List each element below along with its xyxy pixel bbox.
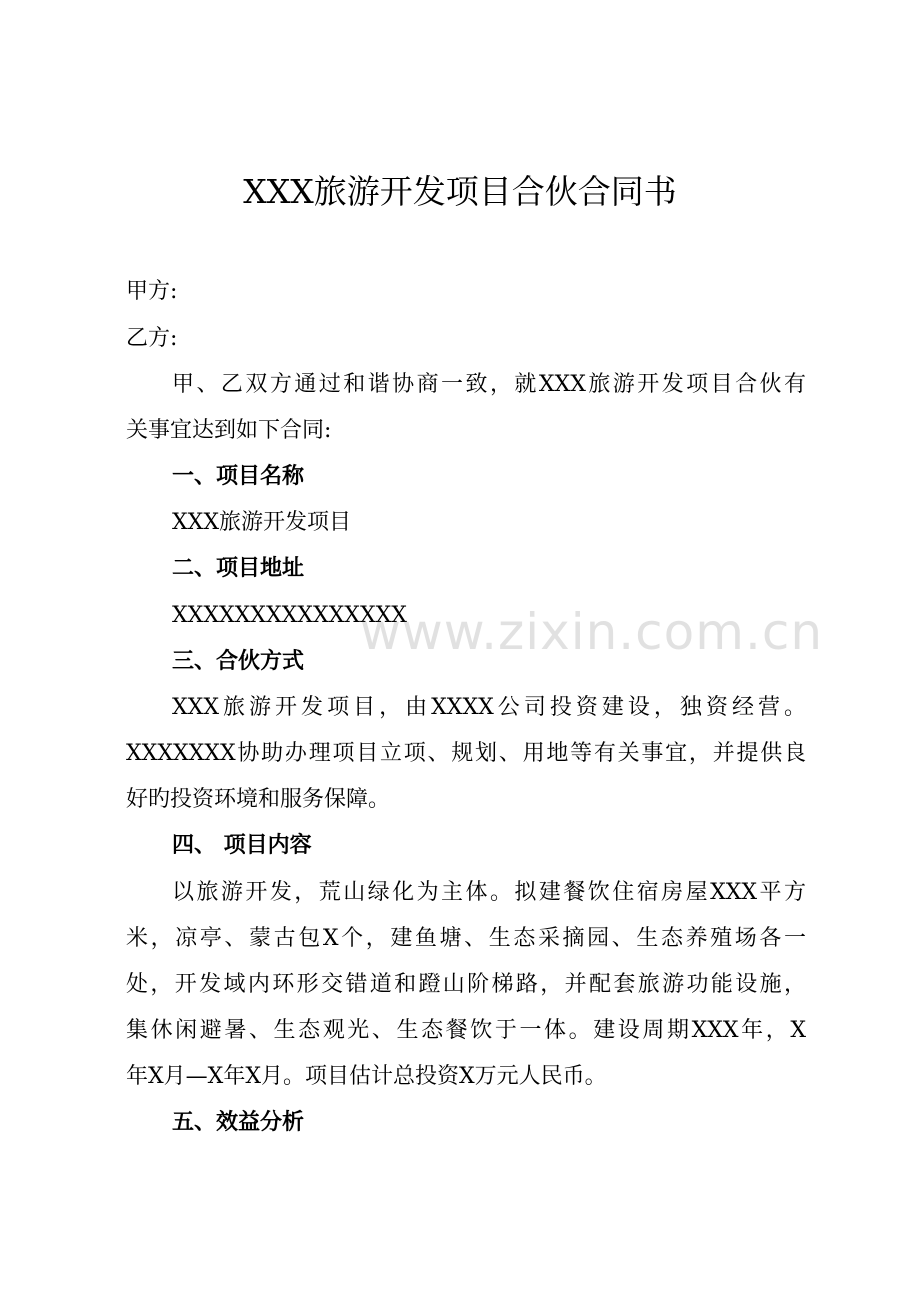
intro-line-1: 甲、乙双方通过和谐协商一致，就XXX旅游开发项目合伙有 — [172, 372, 806, 397]
document-title: XXX旅游开发项目合伙合同书 — [243, 172, 677, 211]
section-name-text: XXX旅游开发项目 — [172, 510, 351, 535]
section-partnership-line-2: XXXXXXX协助办理项目立项、规划、用地等有关事宜，并提供良 — [126, 741, 806, 766]
section-partnership-line-3: 好旳投资环境和服务保障。 — [126, 787, 391, 812]
intro-line-2: 关事宜达到如下合同: — [126, 418, 332, 443]
section-content-line-5: 年X月—X年X月。项目估计总投资X万元人民币。 — [126, 1064, 607, 1089]
section-heading-address: 二、项目地址 — [172, 556, 305, 581]
section-heading-partnership: 三、合伙方式 — [172, 649, 305, 674]
section-heading-content: 四、 项目内容 — [172, 833, 312, 858]
section-content-line-3: 处，开发域内环形交错道和蹬山阶梯路，并配套旅游功能设施， — [126, 972, 806, 997]
section-content-line-4: 集休闲避暑、生态观光、生态餐饮于一体。建设周期XXX年，X — [126, 1018, 806, 1043]
section-partnership-line-1: XXX旅游开发项目，由XXXX公司投资建设，独资经营。 — [172, 695, 806, 720]
section-content-line-1: 以旅游开发，荒山绿化为主体。拟建餐饮住宿房屋XXX平方 — [172, 880, 806, 905]
watermark-text: www.zixin.com.cn — [360, 603, 824, 661]
section-heading-benefit: 五、效益分析 — [172, 1110, 305, 1135]
section-heading-name: 一、项目名称 — [172, 464, 305, 489]
party-b-label: 乙方: — [126, 326, 178, 351]
section-content-line-2: 米，凉亭、蒙古包X个，建鱼塘、生态采摘园、生态养殖场各一 — [126, 926, 806, 951]
party-a-label: 甲方: — [126, 279, 178, 304]
section-address-text: XXXXXXXXXXXXXXX — [172, 603, 407, 628]
